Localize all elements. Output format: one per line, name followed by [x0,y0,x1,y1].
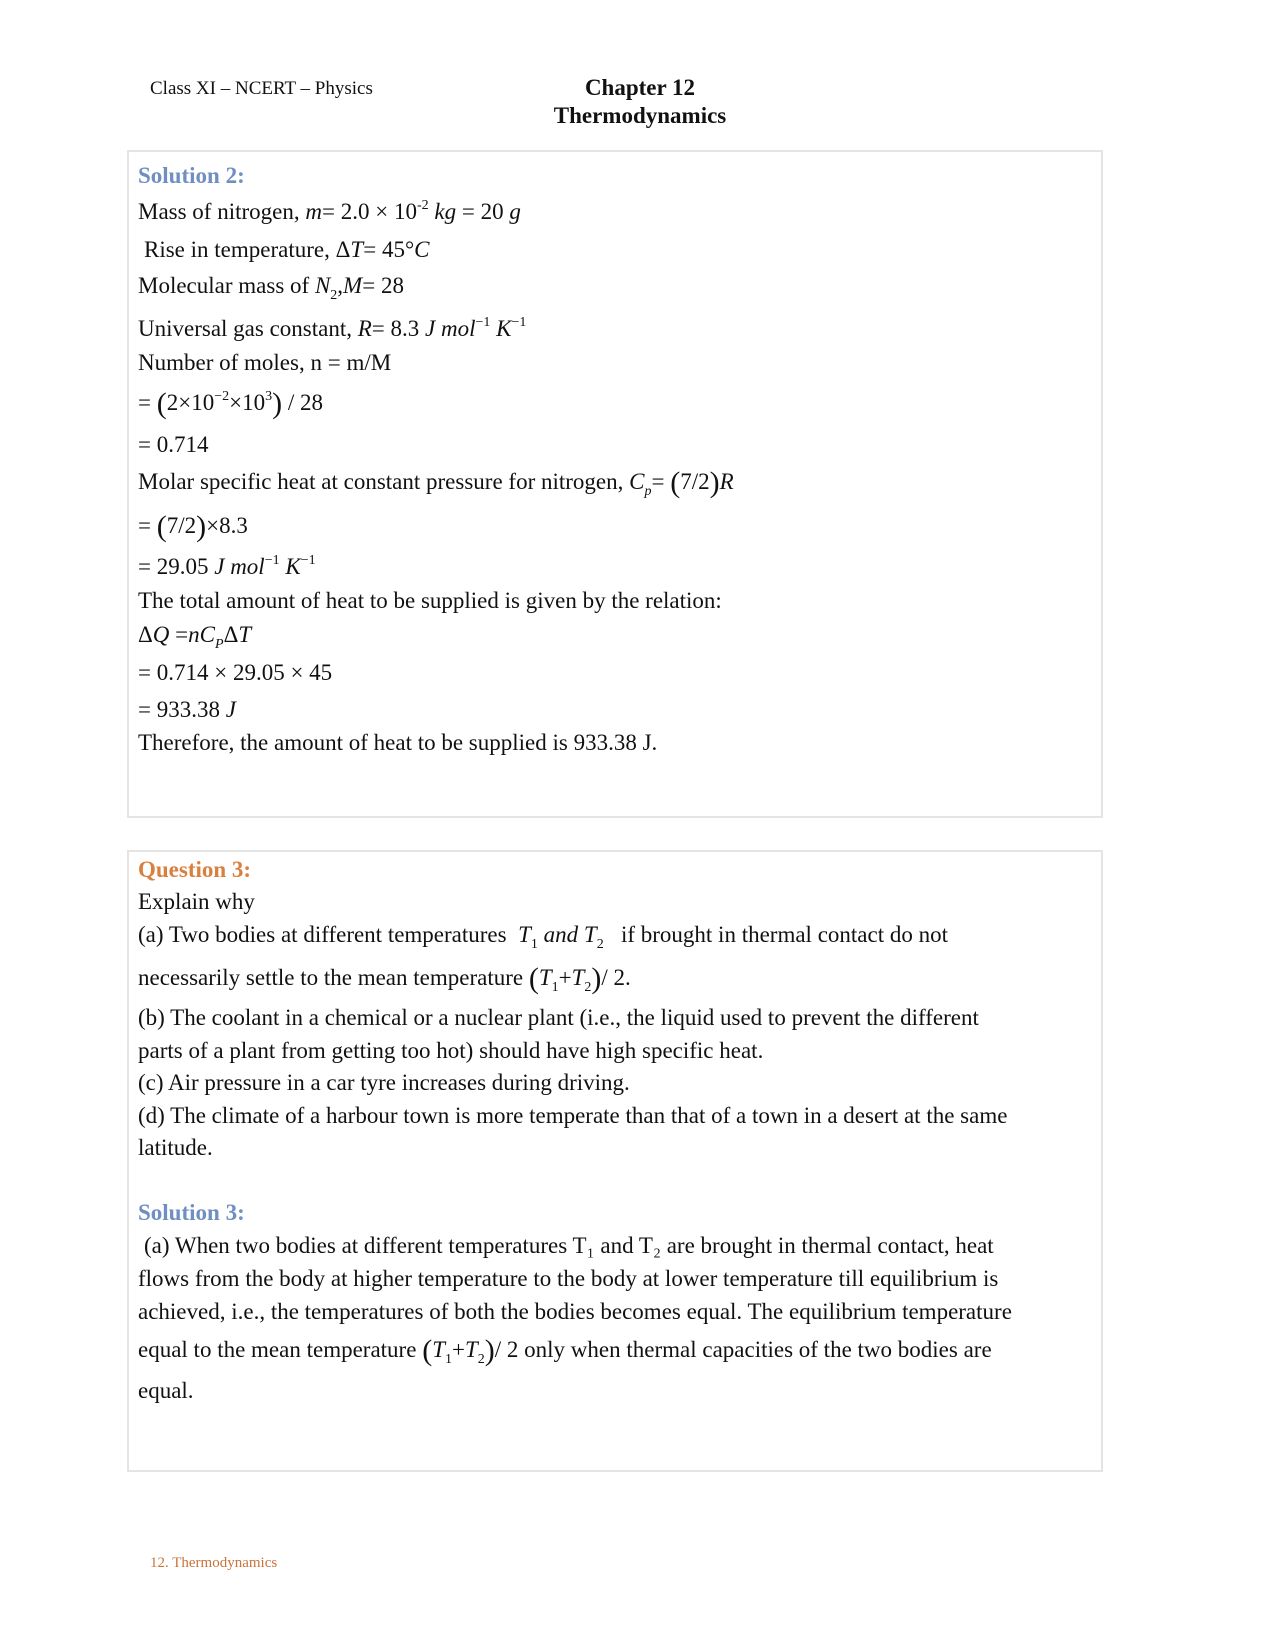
mass-eq: = 20 [461,199,504,224]
cp-label: Molar specific heat at constant pressure for nitrogen, [138,469,624,494]
mass-line: Mass of nitrogen, $m= 2.0 \times 10^{-2}$ kg = 20 g [138,198,521,224]
heat-result-line: = 933.38 J [138,697,236,722]
total-heat-label: The total amount of heat to be supplied is given by the relation: [138,588,722,613]
mass-exp: -2 [416,198,429,213]
moles-result: = 0.714 [138,432,209,457]
part-a-text-1: (a) Two bodies at different temperatures [138,922,507,947]
molar-mass-value: 28 [380,273,404,298]
solution-3-line-3: achieved, i.e., the temperatures of both the bodies becomes equal. The equilibrium temperature [138,1299,1012,1324]
mass-g: g [509,199,521,224]
cp-calc-value: ×8.3 [206,513,248,538]
cp-calc: = (7/2)×8.3 [138,510,248,543]
cp-result-line: = 29.05 J mol$^{-1}$ $K^{-1}$ [138,553,316,579]
chapter-heading [480,74,800,130]
question-3-part-b-line-1: (b) The coolant in a chemical or a nuclear plant (i.e., the liquid used to prevent the different [138,1005,979,1030]
chapter-title: Thermodynamics [553,103,727,128]
molar-mass-line: Molecular mass of $N_2,M= 28$ [138,273,404,303]
moles-calc: = $(2\times 10^{-2}\times 10^3) / 28$ [138,387,323,420]
question-3-part-c: (c) Air pressure in a car tyre increases during driving. [138,1070,630,1095]
mass-value: 2.0 × 10 [340,199,417,224]
gas-constant-line: Universal gas constant, R= 8.3 J mol$^{-1}$ $K^{-1}$ [138,315,527,341]
part-a-text-3: necessarily settle to the mean temperature [138,965,524,990]
moles-calc-divisor: / 28 [287,390,323,415]
moles-line: Number of moles, n = m/M [138,350,392,375]
mass-label: Mass of nitrogen, [138,199,300,224]
solution-3-heading: Solution 3: [138,1200,245,1225]
question-3-heading: Question 3: [138,857,252,882]
rise-unit: C [414,237,430,262]
rise-value: 45° [381,237,415,262]
page-footer: 12. Thermodynamics [150,1555,278,1571]
solution-3-line-5: equal. [138,1378,194,1403]
cp-line: Molar specific heat at constant pressure for nitrogen, $C_p= (7/2)R$ [138,466,734,499]
solution-3-line-4-pre: equal to the mean temperature [138,1337,417,1362]
gas-constant-value: 8.3 [390,316,420,341]
heat-result: = 933.38 [138,697,220,722]
solution-2-conclusion: Therefore, the amount of heat to be supplied is 933.38 J. [138,730,658,755]
rise-line: Rise in temperature, ΔT= 45°C [144,237,430,262]
heat-calc: = 0.714 × 29.05 × 45 [138,660,333,685]
solution-2-heading: Solution 2: [138,163,245,188]
part-a-text-2: if brought in thermal contact do not [620,922,948,947]
solution-3-line-2: flows from the body at higher temperature to the body at lower temperature till equilibrium is [138,1266,999,1291]
heat-formula: $\Delta Q =nC_P\Delta T$ [138,622,252,652]
chapter-number: Chapter 12 [584,75,696,100]
molar-mass-label: Molecular mass of [138,273,310,298]
question-3-part-a-line-2: necessarily settle to the mean temperature $(T_1+T_2)/$ 2. [138,962,631,995]
question-3-part-d-line-1: (d) The climate of a harbour town is more temperate than that of a town in a desert at the same [138,1103,1008,1128]
cp-result: = 29.05 [138,554,209,579]
solution-3-line-4-post: only when thermal capacities of the two bodies are [524,1337,992,1362]
course-label: Class XI – NCERT – Physics [150,78,373,99]
solution-3-line-1: (a) When two bodies at different temperatures T₁ and T₂ are brought in thermal contact, heat [144,1233,994,1258]
gas-constant-label: Universal gas constant, [138,316,352,341]
rise-label: Rise in temperature, [144,237,330,262]
question-3-part-b-line-2: parts of a plant from getting too hot) should have high specific heat. [138,1038,764,1063]
question-3-part-d-line-2: latitude. [138,1135,213,1160]
question-3-intro: Explain why [138,889,255,914]
solution-3-line-4: equal to the mean temperature $(T_1+T_2)/$ 2 only when thermal capacities of the two bodies are [138,1334,992,1367]
mass-unit: kg [434,199,457,224]
question-3-part-a-line-1: (a) Two bodies at different temperatures $T_1$ and $T_2$ if brought in thermal contact do not [138,922,948,952]
